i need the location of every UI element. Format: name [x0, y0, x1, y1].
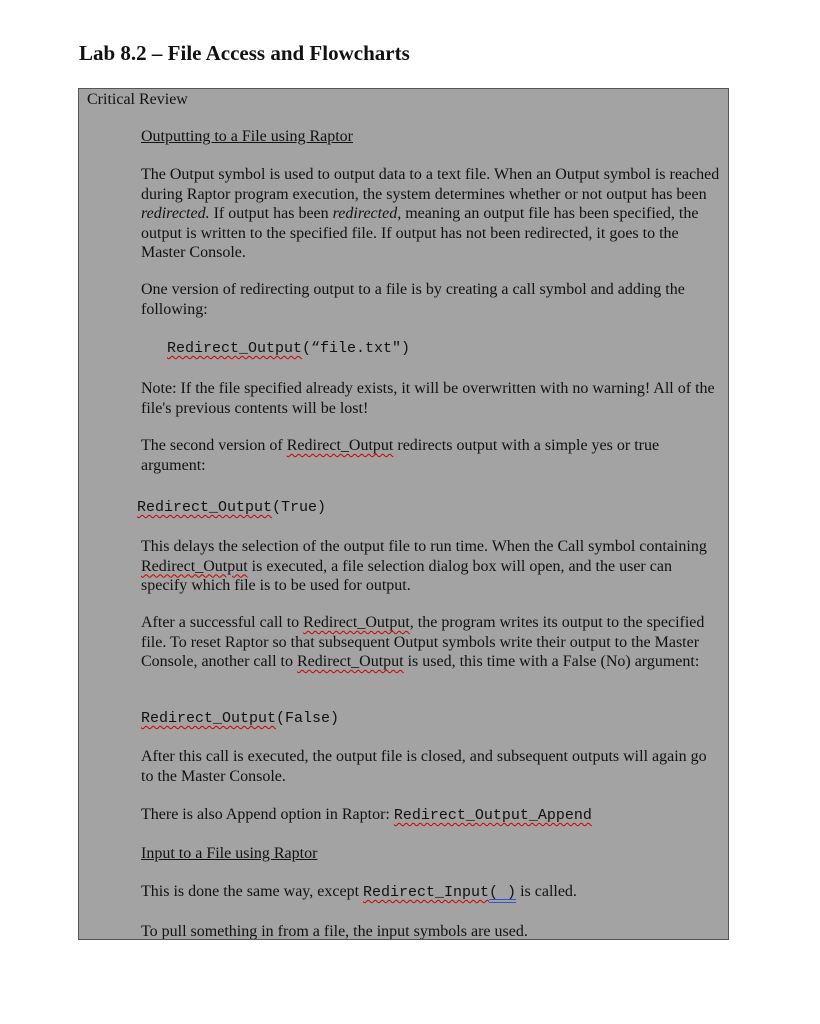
paragraph-input-symbols: To pull something in from a file, the input symbols are used.	[141, 923, 528, 940]
paragraph-append-option: There is also Append option in Raptor: Redirect_Output_Append	[141, 806, 592, 824]
paragraph-output-intro: The Output symbol is used to output data to a text file. When an Output symbol is reached during Raptor program execution, the system determines whether or not output has been redirected. If output has been redirected, meaning an output file has been specified, the output is written to the specified file. If output has not been redirected, it goes to the Master Console.	[141, 166, 720, 261]
code-redirect-false: Redirect_Output(False)	[141, 710, 340, 727]
code-redirect-file: Redirect_Output(“file.txt")	[167, 340, 411, 357]
paragraph-input-same-way: This is done the same way, except Redirect_Input( ) is called.	[141, 883, 577, 901]
paragraph-redirect-version2: The second version of Redirect_Output redirects output with a simple yes or true argument:	[141, 437, 660, 474]
heading-output: Outputting to a File using Raptor	[141, 128, 353, 145]
paragraph-delay-selection: This delays the selection of the output file to run time. When the Call symbol containing Redirect_Output is executed, a file selection dialog box will open, and the user can specify which file is to be used for output.	[141, 538, 707, 594]
paragraph-after-call: After a successful call to Redirect_Output, the program writes its output to the specified file. To reset Raptor so that subsequent Output symbols write their output to the Master Console, another call to Redirect_Output is used, this time with a False (No) argument:	[141, 614, 705, 670]
page-title: Lab 8.2 – File Access and Flowcharts	[79, 41, 410, 65]
box-label: Critical Review	[87, 91, 188, 108]
critical-review-box	[78, 88, 729, 940]
heading-input: Input to a File using Raptor	[141, 845, 318, 862]
paragraph-file-closed: After this call is executed, the output file is closed, and subsequent outputs will again go to the Master Console.	[141, 748, 707, 785]
paragraph-note: Note: If the file specified already exists, it will be overwritten with no warning! All of the file's previous contents will be lost!	[141, 380, 715, 417]
code-redirect-true: Redirect_Output(True)	[137, 499, 327, 516]
paragraph-redirect-version1: One version of redirecting output to a file is by creating a call symbol and adding the following:	[141, 281, 685, 318]
